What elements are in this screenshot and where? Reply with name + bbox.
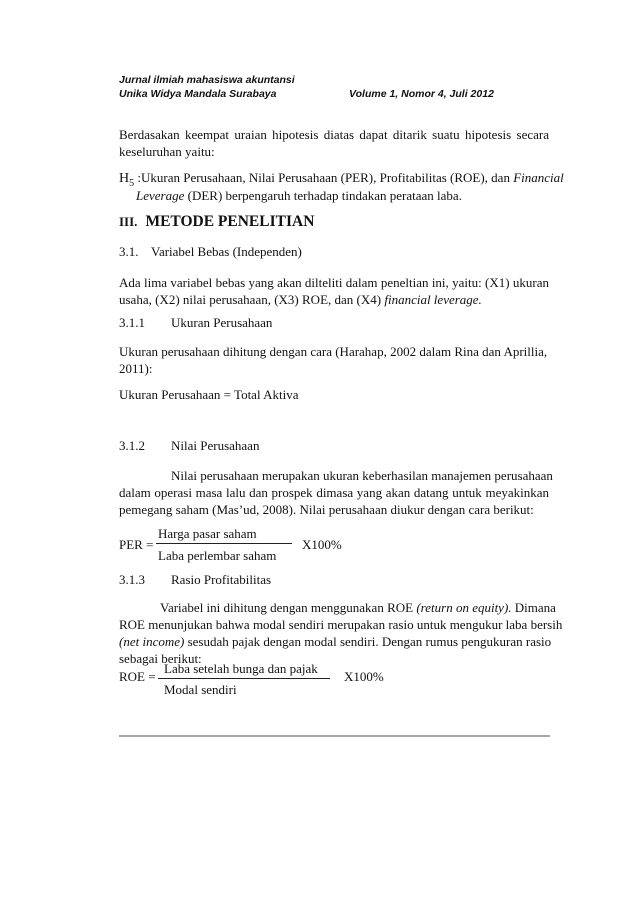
- roe-denominator: Modal sendiri: [164, 682, 237, 697]
- intro-line: Berdasakan keempat uraian hipotesis diatas dapat ditarik suatu hipotesis secara: [119, 127, 549, 142]
- body-line: 2011):: [119, 361, 153, 376]
- intro-line: keseluruhan yaitu:: [119, 144, 215, 159]
- roe-lhs: ROE =: [119, 669, 156, 684]
- body-line: ROE menunjukan bahwa modal sendiri merupakan rasio untuk mengukur laba bersih: [119, 617, 563, 632]
- body-line: dalam operasi masa lalu dan prospek dimasa yang akan datang untuk meyakinkan: [119, 485, 549, 500]
- volume-info: Volume 1, Nomor 4, Juli 2012: [349, 88, 494, 100]
- body-line: Ukuran perusahaan dihitung dengan cara (Harahap, 2002 dalam Rina dan Aprillia,: [119, 344, 548, 359]
- body-line: pemegang saham (Mas’ud, 2008). Nilai perusahaan diukur dengan cara berikut:: [119, 502, 534, 517]
- hypothesis-line: $H_5$ :Ukuran Perusahaan, Nilai Perusahaan (PER), Profitabilitas (ROE), dan Financial: [119, 170, 564, 189]
- body-line: Nilai perusahaan merupakan ukuran keberhasilan manajemen perusahaan: [171, 468, 553, 483]
- formula-size: Ukuran Perusahaan = Total Aktiva: [119, 387, 299, 402]
- section-heading: III. METODE PENELITIAN: [119, 213, 315, 230]
- hypothesis-label: $H_5$: [119, 171, 135, 189]
- subsection-heading: 3.1.3 Rasio Profitabilitas: [119, 572, 272, 587]
- body-line: (net income) sesudah pajak dengan modal sendiri. Dengan rumus pengukuran rasio: [119, 634, 552, 649]
- per-denominator: Laba perlembar saham: [158, 548, 277, 563]
- roe-fraction-bar: [158, 678, 330, 679]
- per-fraction-bar: [156, 543, 292, 544]
- body-line: Ada lima variabel bebas yang akan dilteliti dalam peneltian ini, yaitu: (X1) ukuran: [119, 275, 549, 290]
- journal-name: Jurnal ilmiah mahasiswa akuntansi: [119, 74, 295, 86]
- university-name: Unika Widya Mandala Surabaya: [119, 88, 277, 100]
- hypothesis-line: Leverage (DER) berpengaruh terhadap tindakan perataan laba.: [136, 188, 462, 203]
- per-multiplier: X100%: [302, 537, 342, 552]
- body-line: usaha, (X2) nilai perusahaan, (X3) ROE, dan (X4) financial leverage.: [119, 292, 482, 307]
- roe-multiplier: X100%: [344, 669, 384, 684]
- body-line: sebagai berikut:: [119, 651, 202, 666]
- subsection-heading: 3.1.2 Nilai Perusahaan: [119, 438, 260, 453]
- per-numerator: Harga pasar saham: [158, 526, 257, 541]
- subsection-heading: 3.1.1 Ukuran Perusahaan: [119, 315, 273, 330]
- footer-divider: [119, 735, 550, 737]
- subsection-heading: 3.1. Variabel Bebas (Independen): [119, 244, 302, 259]
- roe-numerator: Laba setelah bunga dan pajak: [164, 661, 318, 676]
- per-lhs: PER =: [119, 537, 154, 552]
- body-line: Variabel ini dihitung dengan menggunakan ROE (return on equity). Dimana: [160, 600, 556, 615]
